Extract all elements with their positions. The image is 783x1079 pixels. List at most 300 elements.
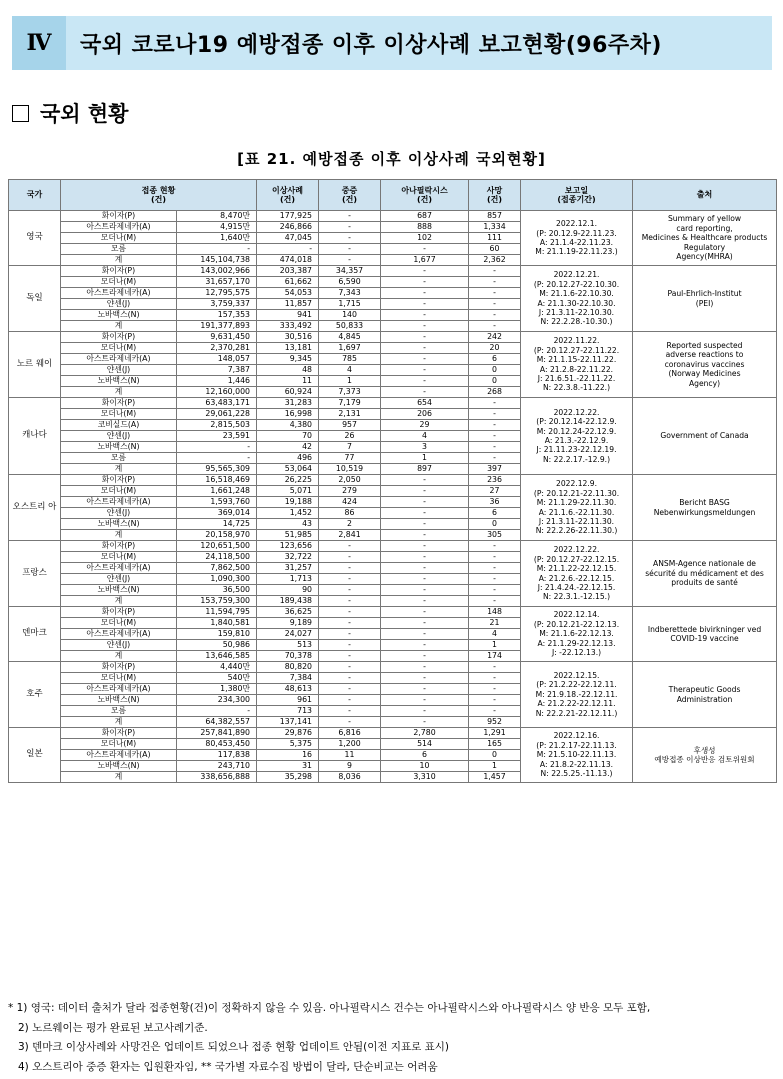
adverse-events-cell: 51,985 — [257, 530, 319, 541]
death-cell: - — [469, 409, 521, 420]
vaccine-name-cell: 계 — [61, 772, 177, 783]
anaphylaxis-cell: - — [381, 706, 469, 717]
table-row — [9, 662, 777, 673]
death-cell: 305 — [469, 530, 521, 541]
adverse-events-cell: 31,257 — [257, 563, 319, 574]
serious-cell: 2 — [319, 519, 381, 530]
doses-cell: 148,057 — [177, 354, 257, 365]
doses-cell: 95,565,309 — [177, 464, 257, 475]
country-cell: 영국 — [9, 211, 61, 266]
doses-cell: 11,594,795 — [177, 607, 257, 618]
table-caption: [표 21. 예방접종 이후 이상사례 국외현황] — [237, 150, 546, 168]
vaccine-name-cell: 모름 — [61, 706, 177, 717]
serious-cell: 1 — [319, 376, 381, 387]
death-cell: - — [469, 541, 521, 552]
death-cell: 1,291 — [469, 728, 521, 739]
doses-cell: 9,631,450 — [177, 332, 257, 343]
anaphylaxis-cell: 206 — [381, 409, 469, 420]
table-row — [9, 541, 777, 552]
anaphylaxis-cell: - — [381, 618, 469, 629]
source-cell: Bericht BASG Nebenwirkungsmeldungen — [633, 475, 777, 541]
adverse-events-cell: 31,283 — [257, 398, 319, 409]
adverse-events-cell: 26,225 — [257, 475, 319, 486]
death-cell: 0 — [469, 519, 521, 530]
vaccine-name-cell: 모더나(M) — [61, 673, 177, 684]
death-cell: 1 — [469, 640, 521, 651]
vaccine-name-cell: 계 — [61, 651, 177, 662]
vaccine-name-cell: 화이자(P) — [61, 728, 177, 739]
anaphylaxis-cell: - — [381, 673, 469, 684]
adverse-events-cell: 123,656 — [257, 541, 319, 552]
adverse-events-cell: 9,345 — [257, 354, 319, 365]
death-cell: - — [469, 563, 521, 574]
serious-cell: - — [319, 684, 381, 695]
adverse-events-cell: 36,625 — [257, 607, 319, 618]
serious-cell: 11 — [319, 750, 381, 761]
death-cell: 1 — [469, 761, 521, 772]
vaccine-name-cell: 화이자(P) — [61, 211, 177, 222]
doses-cell: 63,483,171 — [177, 398, 257, 409]
death-cell: 397 — [469, 464, 521, 475]
death-cell: 857 — [469, 211, 521, 222]
adverse-events-cell: 31 — [257, 761, 319, 772]
death-cell: 4 — [469, 629, 521, 640]
doses-cell: 4,440만 — [177, 662, 257, 673]
anaphylaxis-cell: - — [381, 596, 469, 607]
anaphylaxis-cell: - — [381, 530, 469, 541]
vaccine-name-cell: 화이자(P) — [61, 607, 177, 618]
doses-cell: 7,387 — [177, 365, 257, 376]
serious-cell: - — [319, 662, 381, 673]
vaccine-name-cell: 화이자(P) — [61, 398, 177, 409]
anaphylaxis-cell: - — [381, 365, 469, 376]
serious-cell: 424 — [319, 497, 381, 508]
table-row — [9, 728, 777, 739]
doses-cell: 243,710 — [177, 761, 257, 772]
country-cell: 프랑스 — [9, 541, 61, 607]
adverse-events-cell: 1,713 — [257, 574, 319, 585]
vaccine-name-cell: 화이자(P) — [61, 662, 177, 673]
doses-cell: 24,118,500 — [177, 552, 257, 563]
adverse-events-cell: 203,387 — [257, 266, 319, 277]
serious-cell: - — [319, 255, 381, 266]
adverse-events-cell: 53,064 — [257, 464, 319, 475]
anaphylaxis-cell: - — [381, 343, 469, 354]
serious-cell: 86 — [319, 508, 381, 519]
section-heading — [12, 98, 128, 128]
report-date-cell: 2022.12.14. (P: 20.12.21-22.12.13. M: 21.1.6-22.12.13. A: 21.1.29-22.12.13. J: -22.12.13.) — [521, 607, 633, 662]
death-cell: - — [469, 321, 521, 332]
serious-cell: - — [319, 717, 381, 728]
report-date-cell: 2022.12.16. (P: 21.2.17-22.11.13. M: 21.5.10-22.11.13. A: 21.8.2-22.11.13. N: 22.5.25.-11.13.) — [521, 728, 633, 783]
death-cell: - — [469, 695, 521, 706]
chapter-title: 국외 코로나19 예방접종 이후 이상사례 보고현황(96주차) — [80, 32, 662, 58]
death-cell: - — [469, 310, 521, 321]
vaccine-name-cell: 모름 — [61, 453, 177, 464]
serious-cell: 279 — [319, 486, 381, 497]
anaphylaxis-cell: - — [381, 519, 469, 530]
death-cell: - — [469, 684, 521, 695]
serious-cell: - — [319, 607, 381, 618]
death-cell: 6 — [469, 508, 521, 519]
anaphylaxis-cell: - — [381, 277, 469, 288]
vaccine-name-cell: 모름 — [61, 244, 177, 255]
death-cell: - — [469, 453, 521, 464]
anaphylaxis-cell: 4 — [381, 431, 469, 442]
adverse-events-cell: 70,378 — [257, 651, 319, 662]
doses-cell: 1,640만 — [177, 233, 257, 244]
source-cell: 후생성 예방접종 이상반응 검토위원회 — [633, 728, 777, 783]
adverse-events-cell: 137,141 — [257, 717, 319, 728]
serious-cell: 785 — [319, 354, 381, 365]
anaphylaxis-cell: 1 — [381, 453, 469, 464]
table-row — [9, 398, 777, 409]
anaphylaxis-cell: - — [381, 607, 469, 618]
anaphylaxis-cell: 2,780 — [381, 728, 469, 739]
doses-cell: 191,377,893 — [177, 321, 257, 332]
vaccine-name-cell: 노바백스(N) — [61, 442, 177, 453]
vaccine-name-cell: 모더나(M) — [61, 739, 177, 750]
anaphylaxis-cell: - — [381, 684, 469, 695]
footnote-3: 3) 덴마크 이상사례와 사망건은 업데이트 되었으나 접종 현황 업데이트 안됨(이전 지표로 표시) — [18, 1041, 449, 1053]
adverse-events-cell: 16 — [257, 750, 319, 761]
vaccine-name-cell: 노바백스(N) — [61, 585, 177, 596]
country-cell: 덴마크 — [9, 607, 61, 662]
death-cell: 148 — [469, 607, 521, 618]
doses-cell: 159,810 — [177, 629, 257, 640]
death-cell: - — [469, 299, 521, 310]
adverse-events-cell: 1,452 — [257, 508, 319, 519]
anaphylaxis-cell: - — [381, 486, 469, 497]
adverse-events-cell: 13,181 — [257, 343, 319, 354]
doses-cell: 120,651,500 — [177, 541, 257, 552]
table-row — [9, 211, 777, 222]
vaccine-name-cell: 노바백스(N) — [61, 761, 177, 772]
doses-cell: 338,656,888 — [177, 772, 257, 783]
serious-cell: 140 — [319, 310, 381, 321]
footnote-4: 4) 오스트리아 중증 환자는 입원환자임, ** 국가별 자료수집 방법이 달라, 단순비교는 어려움 — [18, 1060, 438, 1073]
anaphylaxis-cell: - — [381, 662, 469, 673]
serious-cell: 34,357 — [319, 266, 381, 277]
doses-cell: 20,158,970 — [177, 530, 257, 541]
source-cell: Indberettede bivirkninger ved COVID-19 vaccine — [633, 607, 777, 662]
source-cell: Reported suspected adverse reactions to coronavirus vaccines (Norway Medicines Agency) — [633, 332, 777, 398]
anaphylaxis-cell: - — [381, 321, 469, 332]
serious-cell: 7,343 — [319, 288, 381, 299]
anaphylaxis-cell: - — [381, 288, 469, 299]
serious-cell: - — [319, 706, 381, 717]
anaphylaxis-cell: - — [381, 332, 469, 343]
death-cell: 1,457 — [469, 772, 521, 783]
serious-cell: - — [319, 629, 381, 640]
source-cell: Government of Canada — [633, 398, 777, 475]
death-cell: - — [469, 420, 521, 431]
serious-cell: 6,816 — [319, 728, 381, 739]
anaphylaxis-cell: - — [381, 585, 469, 596]
adverse-events-cell: 961 — [257, 695, 319, 706]
adverse-events-cell: 189,438 — [257, 596, 319, 607]
anaphylaxis-cell: 514 — [381, 739, 469, 750]
header-anaphylaxis: 아나필락시스 (건) — [381, 180, 469, 211]
anaphylaxis-cell: 29 — [381, 420, 469, 431]
doses-cell: 1,090,300 — [177, 574, 257, 585]
doses-cell: 14,725 — [177, 519, 257, 530]
vaccine-name-cell: 화이자(P) — [61, 266, 177, 277]
anaphylaxis-cell: - — [381, 387, 469, 398]
doses-cell: 1,661,248 — [177, 486, 257, 497]
death-cell: 952 — [469, 717, 521, 728]
anaphylaxis-cell: 6 — [381, 750, 469, 761]
doses-cell: 1,593,760 — [177, 497, 257, 508]
doses-cell: 13,646,585 — [177, 651, 257, 662]
vaccine-name-cell: 아스트라제네카(A) — [61, 629, 177, 640]
death-cell: 1,334 — [469, 222, 521, 233]
death-cell: 20 — [469, 343, 521, 354]
adverse-events-cell: 54,053 — [257, 288, 319, 299]
anaphylaxis-cell: - — [381, 640, 469, 651]
header-adverse-events: 이상사례 (건) — [257, 180, 319, 211]
doses-cell: 157,353 — [177, 310, 257, 321]
serious-cell: 4,845 — [319, 332, 381, 343]
serious-cell: - — [319, 552, 381, 563]
country-cell: 호주 — [9, 662, 61, 728]
vaccine-name-cell: 화이자(P) — [61, 332, 177, 343]
footnote-2: 2) 노르웨이는 평가 완료된 보고사례기준. — [18, 1021, 208, 1034]
vaccine-name-cell: 모더나(M) — [61, 409, 177, 420]
adverse-events-cell: 60,924 — [257, 387, 319, 398]
anaphylaxis-cell: - — [381, 376, 469, 387]
death-cell: - — [469, 266, 521, 277]
report-date-cell: 2022.12.22. (P: 20.12.14-22.12.9. M: 20.12.24-22.12.9. A: 21.3.-22.12.9. J: 21.11.23-22.12.19. N: 22.2.17.-12.9.) — [521, 398, 633, 475]
vaccine-name-cell: 얀센(J) — [61, 574, 177, 585]
serious-cell: - — [319, 640, 381, 651]
doses-cell: 1,446 — [177, 376, 257, 387]
serious-cell: - — [319, 541, 381, 552]
anaphylaxis-cell: - — [381, 629, 469, 640]
death-cell: 0 — [469, 365, 521, 376]
serious-cell: 7,179 — [319, 398, 381, 409]
vaccine-name-cell: 계 — [61, 717, 177, 728]
serious-cell: 1,715 — [319, 299, 381, 310]
vaccine-name-cell: 얀센(J) — [61, 640, 177, 651]
report-date-cell: 2022.12.9. (P: 20.12.21-22.11.30. M: 21.1.29-22.11.30. A: 21.1.6.-22.11.30. J: 21.3.11-22.11.30. N: 22.2.26-22.11.30.) — [521, 475, 633, 541]
doses-cell: 234,300 — [177, 695, 257, 706]
serious-cell: 2,841 — [319, 530, 381, 541]
header-country: 국가 — [9, 180, 61, 211]
death-cell: 2,362 — [469, 255, 521, 266]
death-cell: 165 — [469, 739, 521, 750]
adverse-events-cell: 32,722 — [257, 552, 319, 563]
serious-cell: - — [319, 244, 381, 255]
header-source: 출처 — [633, 180, 777, 211]
doses-cell: 36,500 — [177, 585, 257, 596]
doses-cell: - — [177, 706, 257, 717]
serious-cell: - — [319, 651, 381, 662]
anaphylaxis-cell: 897 — [381, 464, 469, 475]
doses-cell: 23,591 — [177, 431, 257, 442]
anaphylaxis-cell: - — [381, 695, 469, 706]
adverse-events-cell: 496 — [257, 453, 319, 464]
adverse-events-cell: 9,189 — [257, 618, 319, 629]
adverse-events-cell: 30,516 — [257, 332, 319, 343]
vaccine-name-cell: 얀센(J) — [61, 508, 177, 519]
doses-cell: 8,470만 — [177, 211, 257, 222]
doses-cell: 29,061,228 — [177, 409, 257, 420]
adverse-events-cell: - — [257, 244, 319, 255]
serious-cell: 50,833 — [319, 321, 381, 332]
doses-cell: 540만 — [177, 673, 257, 684]
serious-cell: 1,697 — [319, 343, 381, 354]
serious-cell: 7 — [319, 442, 381, 453]
anaphylaxis-cell: - — [381, 497, 469, 508]
section-title: 국외 현황 — [40, 102, 129, 126]
death-cell: 21 — [469, 618, 521, 629]
vaccine-name-cell: 얀센(J) — [61, 299, 177, 310]
serious-cell: - — [319, 211, 381, 222]
death-cell: - — [469, 288, 521, 299]
vaccine-name-cell: 계 — [61, 387, 177, 398]
adverse-events-cell: 5,375 — [257, 739, 319, 750]
header-report-date: 보고일 (접종기간) — [521, 180, 633, 211]
death-cell: - — [469, 398, 521, 409]
doses-cell: 153,759,300 — [177, 596, 257, 607]
death-cell: 242 — [469, 332, 521, 343]
death-cell: 236 — [469, 475, 521, 486]
vaccine-name-cell: 모더나(M) — [61, 552, 177, 563]
checkbox-square-icon — [12, 105, 29, 122]
death-cell: - — [469, 442, 521, 453]
doses-cell: - — [177, 442, 257, 453]
table-row — [9, 332, 777, 343]
anaphylaxis-cell: - — [381, 552, 469, 563]
vaccine-name-cell: 계 — [61, 464, 177, 475]
adverse-events-cell: 11,857 — [257, 299, 319, 310]
serious-cell: - — [319, 596, 381, 607]
vaccine-name-cell: 계 — [61, 321, 177, 332]
death-cell: 268 — [469, 387, 521, 398]
death-cell: - — [469, 574, 521, 585]
footnotes — [8, 999, 778, 1077]
serious-cell: - — [319, 585, 381, 596]
doses-cell: 2,370,281 — [177, 343, 257, 354]
country-cell: 노르 웨이 — [9, 332, 61, 398]
doses-cell: 143,002,966 — [177, 266, 257, 277]
vaccine-name-cell: 아스트라제네카(A) — [61, 750, 177, 761]
report-date-cell: 2022.12.1. (P: 20.12.9-22.11.23. A: 21.1.4-22.11.23. M: 21.1.19-22.11.23.) — [521, 211, 633, 266]
table-row — [9, 475, 777, 486]
adverse-events-cell: 713 — [257, 706, 319, 717]
anaphylaxis-cell: - — [381, 574, 469, 585]
adverse-events-cell: 48 — [257, 365, 319, 376]
vaccine-name-cell: 노바백스(N) — [61, 695, 177, 706]
serious-cell: 4 — [319, 365, 381, 376]
vaccine-name-cell: 화이자(P) — [61, 541, 177, 552]
country-cell: 독일 — [9, 266, 61, 332]
doses-cell: 1,840,581 — [177, 618, 257, 629]
death-cell: 0 — [469, 376, 521, 387]
country-cell: 캐나다 — [9, 398, 61, 475]
vaccine-name-cell: 화이자(P) — [61, 475, 177, 486]
vaccine-name-cell: 아스트라제네카(A) — [61, 497, 177, 508]
doses-cell: 50,986 — [177, 640, 257, 651]
doses-cell: 7,862,500 — [177, 563, 257, 574]
adverse-events-cell: 513 — [257, 640, 319, 651]
serious-cell: - — [319, 695, 381, 706]
anaphylaxis-cell: - — [381, 475, 469, 486]
doses-cell: 2,815,503 — [177, 420, 257, 431]
death-cell: - — [469, 552, 521, 563]
vaccine-name-cell: 코비실드(A) — [61, 420, 177, 431]
death-cell: - — [469, 673, 521, 684]
vaccine-name-cell: 얀센(J) — [61, 431, 177, 442]
death-cell: 0 — [469, 750, 521, 761]
death-cell: 111 — [469, 233, 521, 244]
serious-cell: - — [319, 618, 381, 629]
adverse-events-cell: 177,925 — [257, 211, 319, 222]
serious-cell: 1,200 — [319, 739, 381, 750]
adverse-events-cell: 47,045 — [257, 233, 319, 244]
doses-cell: 64,382,557 — [177, 717, 257, 728]
death-cell: - — [469, 585, 521, 596]
vaccine-name-cell: 아스트라제네카(A) — [61, 354, 177, 365]
anaphylaxis-cell: - — [381, 244, 469, 255]
vaccine-name-cell: 계 — [61, 530, 177, 541]
adverse-events-cell: 61,662 — [257, 277, 319, 288]
overseas-adverse-events-table — [8, 179, 777, 783]
adverse-events-cell: 474,018 — [257, 255, 319, 266]
vaccine-name-cell: 아스트라제네카(A) — [61, 563, 177, 574]
doses-cell: 145,104,738 — [177, 255, 257, 266]
anaphylaxis-cell: - — [381, 299, 469, 310]
serious-cell: - — [319, 222, 381, 233]
adverse-events-cell: 90 — [257, 585, 319, 596]
doses-cell: 80,453,450 — [177, 739, 257, 750]
death-cell: - — [469, 277, 521, 288]
doses-cell: 16,518,469 — [177, 475, 257, 486]
death-cell: - — [469, 431, 521, 442]
vaccine-name-cell: 아스트라제네카(A) — [61, 222, 177, 233]
source-cell: Summary of yellow card reporting, Medicines & Healthcare products Regulatory Agency(MHRA) — [633, 211, 777, 266]
adverse-events-cell: 70 — [257, 431, 319, 442]
vaccine-name-cell: 노바백스(N) — [61, 310, 177, 321]
table-row — [9, 607, 777, 618]
report-date-cell: 2022.11.22. (P: 20.12.27-22.11.22. M: 21.1.15-22.11.22. A: 21.2.8-22.11.22. J: 21.6.51.-22.11.22. N: 22.3.8.-11.22.) — [521, 332, 633, 398]
anaphylaxis-cell: 102 — [381, 233, 469, 244]
anaphylaxis-cell: 3 — [381, 442, 469, 453]
anaphylaxis-cell: 888 — [381, 222, 469, 233]
anaphylaxis-cell: - — [381, 651, 469, 662]
vaccine-name-cell: 모더나(M) — [61, 486, 177, 497]
serious-cell: - — [319, 673, 381, 684]
doses-cell: 12,795,575 — [177, 288, 257, 299]
header-death: 사망 (건) — [469, 180, 521, 211]
adverse-events-cell: 16,998 — [257, 409, 319, 420]
adverse-events-cell: 29,876 — [257, 728, 319, 739]
doses-cell: 369,014 — [177, 508, 257, 519]
serious-cell: 957 — [319, 420, 381, 431]
source-cell: Therapeutic Goods Administration — [633, 662, 777, 728]
anaphylaxis-cell: 1,677 — [381, 255, 469, 266]
adverse-events-cell: 941 — [257, 310, 319, 321]
adverse-events-cell: 35,298 — [257, 772, 319, 783]
adverse-events-cell: 24,027 — [257, 629, 319, 640]
doses-cell: 3,759,337 — [177, 299, 257, 310]
adverse-events-cell: 333,492 — [257, 321, 319, 332]
serious-cell: 2,131 — [319, 409, 381, 420]
vaccine-name-cell: 모더나(M) — [61, 343, 177, 354]
serious-cell: 26 — [319, 431, 381, 442]
country-cell: 일본 — [9, 728, 61, 783]
